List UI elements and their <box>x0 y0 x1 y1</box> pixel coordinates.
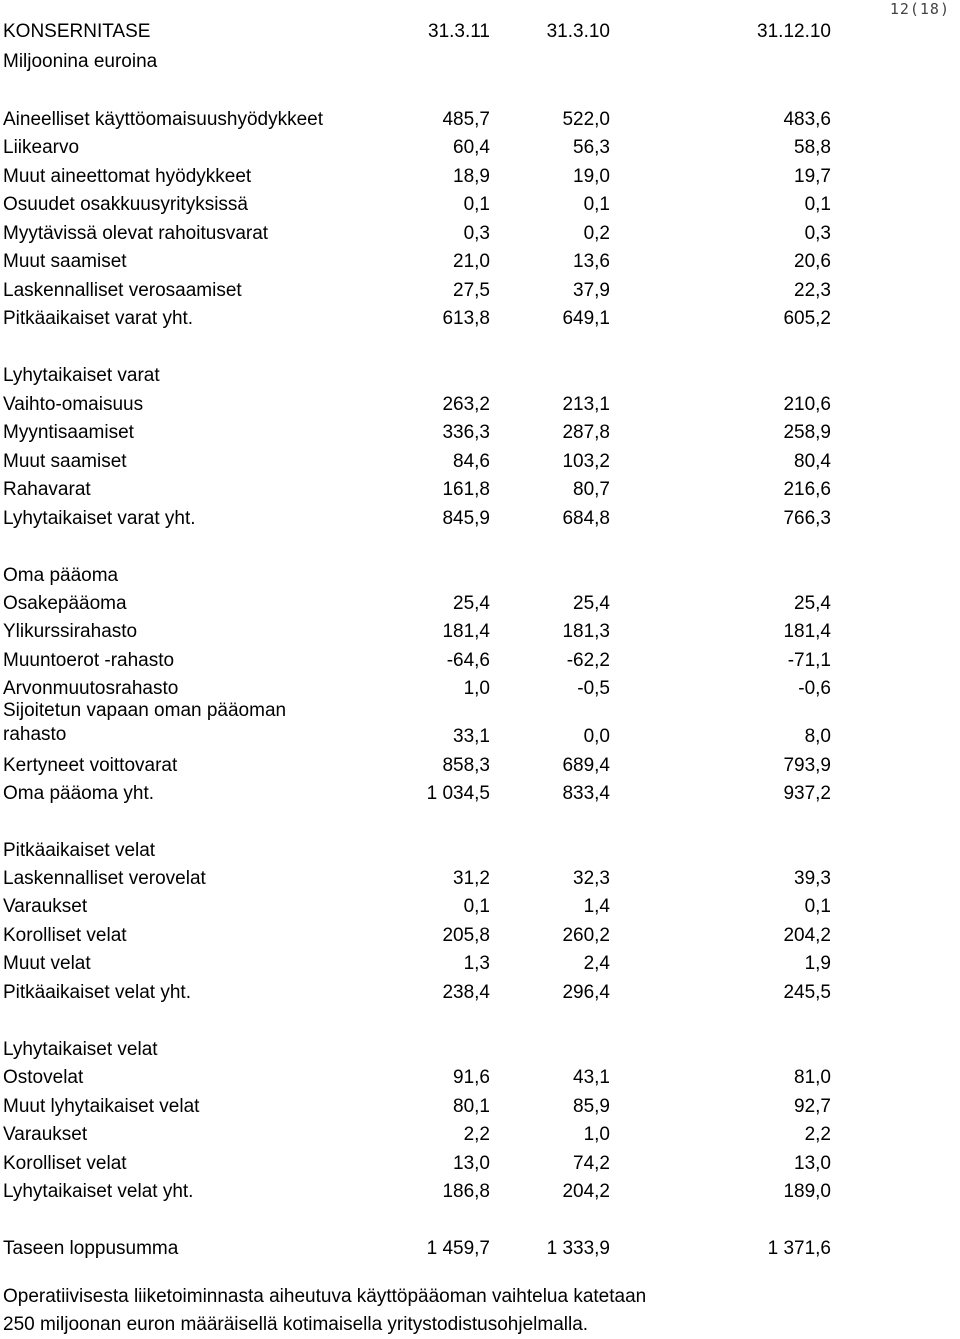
row-value-col-1: 25,4 <box>453 593 490 614</box>
table-row <box>3 647 833 675</box>
row-value-col-3: 58,8 <box>794 137 831 158</box>
row-value-col-3: 216,6 <box>783 479 831 500</box>
table-row <box>3 476 833 504</box>
row-value-col-3: 80,4 <box>794 451 831 472</box>
row-value-col-1: 238,4 <box>442 982 490 1003</box>
row-value-col-2: 56,3 <box>573 137 610 158</box>
row-value-col-2: 1 333,9 <box>546 1238 610 1259</box>
row-label: Lyhytaikaiset varat <box>3 365 160 386</box>
table-row <box>3 1235 833 1263</box>
table-row <box>3 837 833 865</box>
row-value-col-1: 263,2 <box>442 394 490 415</box>
row-label: Laskennalliset verovelat <box>3 868 206 889</box>
row-label: Lyhytaikaiset velat yht. <box>3 1181 194 1202</box>
row-value-col-3: 181,4 <box>783 621 831 642</box>
row-value-col-1: 181,4 <box>442 621 490 642</box>
row-value-col-2: 260,2 <box>562 925 610 946</box>
row-value-col-3: 0,1 <box>804 194 831 215</box>
row-label: Osakepääoma <box>3 593 127 614</box>
row-value-col-3: 19,7 <box>794 166 831 187</box>
row-value-col-1: 13,0 <box>453 1153 490 1174</box>
row-value-col-2: 32,3 <box>573 868 610 889</box>
row-value-col-1: 84,6 <box>453 451 490 472</box>
row-label: Pitkäaikaiset velat yht. <box>3 982 191 1003</box>
row-label: Ylikurssirahasto <box>3 621 138 642</box>
table-row <box>3 1036 833 1064</box>
row-value-col-1: 858,3 <box>442 755 490 776</box>
column-header-1: 31.3.11 <box>428 21 490 42</box>
row-value-col-3: 210,6 <box>783 394 831 415</box>
row-value-col-1: 18,9 <box>453 166 490 187</box>
table-row <box>3 248 833 276</box>
row-value-col-1: 205,8 <box>442 925 490 946</box>
row-label: Myytävissä olevat rahoitusvarat <box>3 223 269 244</box>
row-value-col-3: 39,3 <box>794 868 831 889</box>
row-value-col-2: 649,1 <box>562 308 610 329</box>
row-label: Pitkäaikaiset velat <box>3 840 156 861</box>
row-label: Varaukset <box>3 896 88 917</box>
row-value-col-3: 1 371,6 <box>767 1238 831 1259</box>
row-value-col-2: -0,5 <box>577 678 610 699</box>
row-value-col-1: 186,8 <box>442 1181 490 1202</box>
table-row <box>3 780 833 808</box>
row-value-col-2: 13,6 <box>573 251 610 272</box>
row-value-col-2: 43,1 <box>573 1067 610 1088</box>
table-row <box>3 191 833 219</box>
row-value-col-2: 833,4 <box>562 783 610 804</box>
row-label: Korolliset velat <box>3 1153 127 1174</box>
row-value-col-2: 0,2 <box>583 223 610 244</box>
table-row <box>3 305 833 333</box>
table-title: KONSERNITASE <box>3 21 151 42</box>
row-value-col-3: 204,2 <box>783 925 831 946</box>
row-value-col-1: 33,1 <box>453 726 490 747</box>
row-value-col-2: 0,1 <box>583 194 610 215</box>
row-value-col-3: -0,6 <box>798 678 831 699</box>
row-value-col-2: 287,8 <box>562 422 610 443</box>
row-value-col-3: 937,2 <box>783 783 831 804</box>
row-value-col-2: 296,4 <box>562 982 610 1003</box>
table-row <box>3 1093 833 1121</box>
row-value-col-1: 1 034,5 <box>426 783 490 804</box>
row-label: Kertyneet voittovarat <box>3 755 178 776</box>
row-value-col-2: 103,2 <box>562 451 610 472</box>
row-label: Muuntoerot -rahasto <box>3 650 175 671</box>
row-value-col-3: 0,3 <box>804 223 831 244</box>
row-value-col-1: 613,8 <box>442 308 490 329</box>
table-row <box>3 752 833 780</box>
row-value-col-2: -62,2 <box>566 650 610 671</box>
row-value-col-3: 189,0 <box>783 1181 831 1202</box>
row-label-line: Sijoitetun vapaan oman pääoman <box>3 700 287 721</box>
row-value-col-1: 1,0 <box>463 678 490 699</box>
table-row <box>3 699 833 751</box>
table-row <box>3 1064 833 1092</box>
table-row <box>3 893 833 921</box>
table-row <box>3 505 833 533</box>
row-label: Myyntisaamiset <box>3 422 134 443</box>
row-label: Lyhytaikaiset varat yht. <box>3 508 196 529</box>
row-label: Vaihto-omaisuus <box>3 394 144 415</box>
row-label: Pitkäaikaiset varat yht. <box>3 308 194 329</box>
table-row <box>3 1178 833 1206</box>
row-label: Osuudet osakkuusyrityksissä <box>3 194 248 215</box>
row-label: Varaukset <box>3 1124 88 1145</box>
row-label: Ostovelat <box>3 1067 84 1088</box>
row-value-col-1: 1,3 <box>463 953 490 974</box>
row-value-col-1: 485,7 <box>442 109 490 130</box>
page-number: 12(18) <box>889 0 950 18</box>
table-row <box>3 562 833 590</box>
row-value-col-1: -64,6 <box>446 650 490 671</box>
row-value-col-3: 2,2 <box>804 1124 831 1145</box>
row-value-col-3: 0,1 <box>804 896 831 917</box>
table-row <box>3 590 833 618</box>
row-value-col-1: 336,3 <box>442 422 490 443</box>
row-value-col-3: 81,0 <box>794 1067 831 1088</box>
row-value-col-1: 161,8 <box>442 479 490 500</box>
row-value-col-3: 13,0 <box>794 1153 831 1174</box>
row-value-col-2: 689,4 <box>562 755 610 776</box>
row-value-col-3: 766,3 <box>783 508 831 529</box>
row-label: Oma pääoma <box>3 565 119 586</box>
row-value-col-3: 92,7 <box>794 1096 831 1117</box>
row-value-col-3: 245,5 <box>783 982 831 1003</box>
row-value-col-3: -71,1 <box>787 650 831 671</box>
table-row <box>3 922 833 950</box>
note-line-1: Operatiivisesta liiketoiminnasta aiheutuva käyttöpääoman vaihtelua katetaan <box>3 1286 647 1307</box>
table-subtitle: Miljoonina euroina <box>3 51 158 72</box>
row-value-col-1: 21,0 <box>453 251 490 272</box>
table-subtitle-row <box>3 48 833 76</box>
row-value-col-1: 1 459,7 <box>426 1238 490 1259</box>
row-value-col-1: 0,1 <box>463 896 490 917</box>
row-label: Muut saamiset <box>3 451 127 472</box>
column-header-2: 31.3.10 <box>546 21 610 42</box>
row-value-col-2: 19,0 <box>573 166 610 187</box>
row-label: Muut lyhytaikaiset velat <box>3 1096 200 1117</box>
note-line-2: 250 miljoonan euron määräisellä kotimaisella yritystodistusohjelmalla. <box>3 1314 589 1335</box>
table-row <box>3 419 833 447</box>
row-value-col-1: 0,3 <box>463 223 490 244</box>
row-value-col-3: 22,3 <box>794 280 831 301</box>
row-value-col-3: 20,6 <box>794 251 831 272</box>
table-row <box>3 979 833 1007</box>
table-row <box>3 950 833 978</box>
row-value-col-2: 85,9 <box>573 1096 610 1117</box>
row-label: Muut velat <box>3 953 91 974</box>
column-header-3: 31.12.10 <box>757 21 831 42</box>
row-value-col-2: 80,7 <box>573 479 610 500</box>
row-label: Oma pääoma yht. <box>3 783 155 804</box>
table-row <box>3 163 833 191</box>
table-row <box>3 448 833 476</box>
row-label: Rahavarat <box>3 479 91 500</box>
row-label: Aineelliset käyttöomaisuushyödykkeet <box>3 109 324 130</box>
row-value-col-1: 31,2 <box>453 868 490 889</box>
row-value-col-2: 1,0 <box>583 1124 610 1145</box>
row-value-col-2: 213,1 <box>562 394 610 415</box>
row-value-col-3: 25,4 <box>794 593 831 614</box>
row-value-col-1: 80,1 <box>453 1096 490 1117</box>
row-value-col-3: 258,9 <box>783 422 831 443</box>
row-label: Laskennalliset verosaamiset <box>3 280 242 301</box>
row-value-col-1: 845,9 <box>442 508 490 529</box>
row-label: Taseen loppusumma <box>3 1238 179 1259</box>
row-value-col-2: 37,9 <box>573 280 610 301</box>
table-row <box>3 220 833 248</box>
table-row <box>3 362 833 390</box>
row-value-col-2: 74,2 <box>573 1153 610 1174</box>
row-value-col-1: 2,2 <box>463 1124 490 1145</box>
row-value-col-2: 204,2 <box>562 1181 610 1202</box>
row-label: Liikearvo <box>3 137 80 158</box>
table-row <box>3 391 833 419</box>
row-label-line: rahasto <box>3 724 67 745</box>
table-row <box>3 865 833 893</box>
row-value-col-2: 684,8 <box>562 508 610 529</box>
row-value-col-2: 25,4 <box>573 593 610 614</box>
table-row <box>3 1121 833 1149</box>
row-value-col-1: 60,4 <box>453 137 490 158</box>
row-value-col-2: 0,0 <box>583 726 610 747</box>
row-value-col-2: 522,0 <box>562 109 610 130</box>
row-value-col-2: 1,4 <box>583 896 610 917</box>
row-value-col-3: 483,6 <box>783 109 831 130</box>
row-label: Arvonmuutosrahasto <box>3 678 179 699</box>
row-value-col-3: 605,2 <box>783 308 831 329</box>
row-value-col-2: 2,4 <box>583 953 610 974</box>
row-value-col-3: 793,9 <box>783 755 831 776</box>
row-value-col-1: 27,5 <box>453 280 490 301</box>
row-label: Muut aineettomat hyödykkeet <box>3 166 252 187</box>
row-value-col-1: 0,1 <box>463 194 490 215</box>
table-row <box>3 134 833 162</box>
table-row <box>3 106 833 134</box>
table-header <box>3 18 833 46</box>
table-row <box>3 1150 833 1178</box>
table-row <box>3 277 833 305</box>
row-label: Lyhytaikaiset velat <box>3 1039 158 1060</box>
table-row <box>3 618 833 646</box>
row-value-col-1: 91,6 <box>453 1067 490 1088</box>
row-label <box>3 699 286 747</box>
row-label: Korolliset velat <box>3 925 127 946</box>
row-value-col-3: 1,9 <box>804 953 831 974</box>
row-value-col-2: 181,3 <box>562 621 610 642</box>
row-value-col-3: 8,0 <box>804 726 831 747</box>
row-label: Muut saamiset <box>3 251 127 272</box>
